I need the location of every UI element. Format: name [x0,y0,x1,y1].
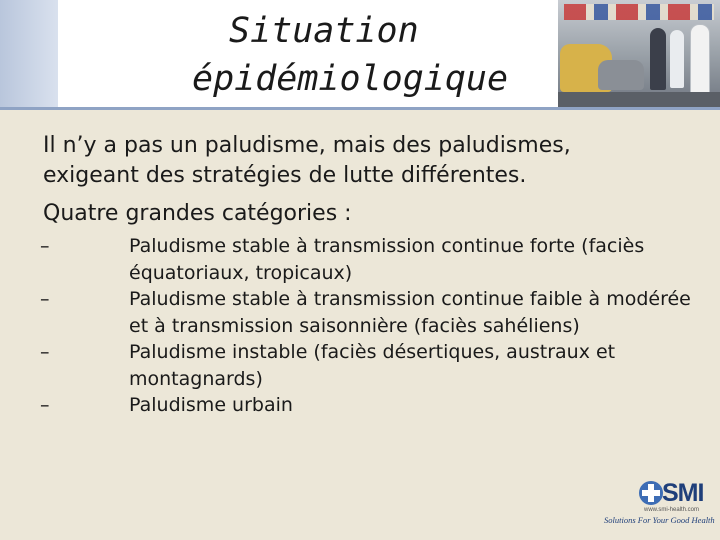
bullet-text: Paludisme urbain [129,394,293,416]
logo-wordmark: SMI [662,479,704,507]
list-item [40,392,700,419]
photo-street [558,92,720,107]
bullet-dash: – [40,235,50,257]
globe-cross-icon [638,480,664,506]
category-list [40,233,700,419]
photo-car [598,60,644,90]
list-item [40,286,700,339]
logo-url: www.smi-health.com [644,507,700,513]
photo-person [670,30,684,88]
bullet-text: Paludisme instable (faciès désertiques, austraux et montagnards) [129,341,616,390]
list-item [40,233,700,286]
slide-title-line1: Situation [229,11,419,51]
bullet-text: Paludisme stable à transmission continue forte (faciès équatoriaux, tropicaux) [129,235,645,284]
photo-person [690,24,710,96]
smi-logo [600,478,715,528]
bullet-text: Paludisme stable à transmission continue faible à modérée et à transmission saisonnière (faciès sahéliens) [129,288,691,337]
slide-title-line2: épidémiologique [192,59,509,99]
header-divider [0,107,720,110]
slide-header [0,0,720,107]
bullet-dash: – [40,288,50,310]
list-item [40,339,700,392]
logo-tagline: Solutions For Your Good Health [604,515,715,525]
bullet-dash: – [40,394,50,416]
intro-line-2: exigeant des stratégies de lutte différentes. [43,163,527,188]
bullet-dash: – [40,341,50,363]
intro-line-3: Quatre grandes catégories : [43,201,352,226]
header-accent-bar [0,0,58,107]
photo-person [650,28,666,90]
street-scene-photo [558,0,720,107]
photo-shop-signs [564,4,714,20]
intro-line-1: Il n’y a pas un paludisme, mais des paludismes, [43,133,571,158]
